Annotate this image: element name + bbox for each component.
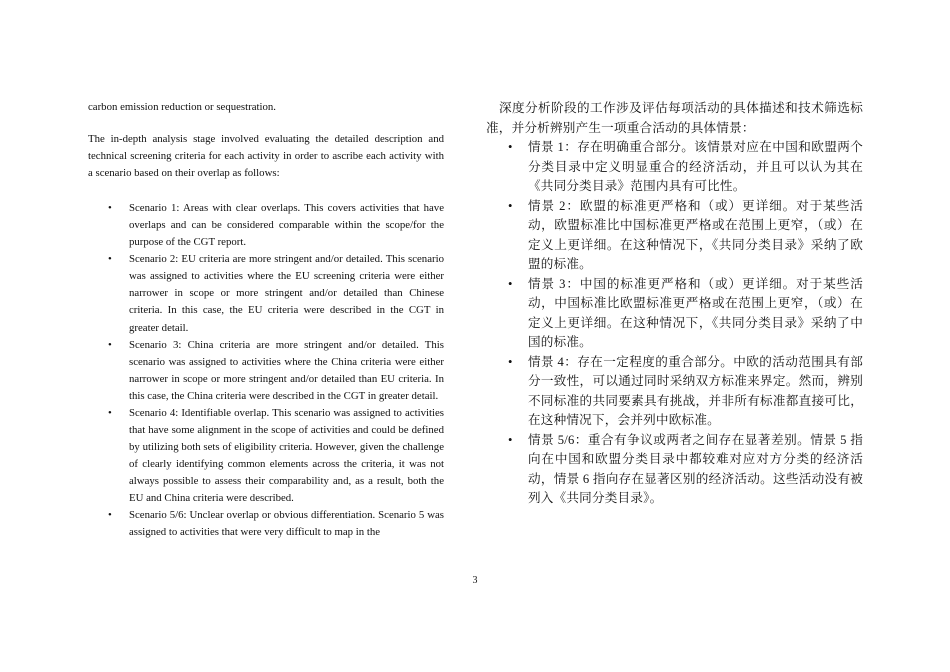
bullet-icon: •: [508, 276, 513, 291]
lead-text: carbon emission reduction or sequestration.: [88, 101, 276, 113]
bullet-icon: •: [508, 432, 513, 447]
list-item-text: Scenario 3: China criteria are more stringent and/or detailed. This scenario was assigned to activities where the China criteria were either narrower in scope or more stringent and/or detailed than EU criteria. In this case, the China criteria were described in the CGT in greater detail.: [129, 338, 444, 402]
bullet-icon: •: [508, 198, 513, 213]
list-item-text: 情景 4：存在一定程度的重合部分。中欧的活动范围具有部分一致性，可以通过同时采纳双方标准来界定。然而，辨别不同标准的共同要素具有挑战，并非所有标准都直接可比，在这种情况下，会并列中欧标准。: [528, 354, 863, 427]
chinese-column: [486, 99, 863, 509]
list-item: [508, 431, 863, 509]
bullet-icon: •: [108, 406, 112, 419]
list-item: [508, 197, 863, 275]
bullet-icon: •: [108, 509, 112, 522]
list-item-text: Scenario 2: EU criteria are more stringent and/or detailed. This scenario was assigned to activities where the EU screening criteria were either narrower in scope or more stringent and/or detailed than Chinese criteria. In this case, the EU criteria were described in the CGT in greater detail.: [129, 253, 444, 334]
list-item-text: 情景 5/6：重合有争议或两者之间存在显著差别。情景 5 指向在中国和欧盟分类目录中都较难对应对方分类的经济活动，情景 6 指向存在显著区别的经济活动。这些活动没有被列入《共同分类目录》。: [528, 432, 863, 505]
list-item: [108, 405, 444, 507]
list-item-text: Scenario 5/6: Unclear overlap or obvious differentiation. Scenario 5 was assigned to activities that were very difficult to map in the: [129, 509, 444, 539]
intro-paragraph-zh: 深度分析阶段的工作涉及评估每项活动的具体描述和技术筛选标准，并分析辨别产生一项重合活动的具体情景：: [486, 101, 863, 135]
list-item-text: Scenario 1: Areas with clear overlaps. This covers activities that have overlaps and can be considered comparable within the scope/for the purpose of the CGT report.: [129, 202, 444, 249]
bullet-icon: •: [108, 338, 112, 351]
list-item-text: 情景 2：欧盟的标准更严格和（或）更详细。对于某些活动，欧盟标准比中国标准更严格或在范围上更窄，（或）在定义上更详细。在这种情况下，《共同分类目录》采纳了欧盟的标准。: [528, 198, 863, 271]
list-item-text: 情景 1：存在明确重合部分。该情景对应在中国和欧盟两个分类目录中定义明显重合的经济活动，并且可以认为其在《共同分类目录》范围内具有可比性。: [528, 140, 863, 193]
intro-paragraph: The in-depth analysis stage involved evaluating the detailed description and technical screening criteria for each activity in order to ascribe each activity with a scenario based on their overlap as follows:: [88, 133, 444, 180]
list-item: [108, 337, 444, 405]
scenario-list: [88, 200, 444, 541]
page-number: 3: [472, 575, 478, 586]
scenario-list-zh: [486, 138, 863, 509]
list-item: [108, 251, 444, 336]
list-item: [108, 507, 444, 541]
list-item: [508, 138, 863, 197]
bullet-icon: •: [508, 140, 513, 154]
bullet-icon: •: [108, 202, 112, 215]
list-item: [108, 200, 444, 251]
english-column: [88, 99, 444, 541]
list-item-text: Scenario 4: Identifiable overlap. This scenario was assigned to activities that have some alignment in the scope of activities and could be defined by utilizing both sets of eligibility criteria. However, given the challenge of clearly identifying common elements across the criteria, it was not always possible to assess their comparability and, as a result, both the EU and China criteria were described.: [129, 406, 444, 504]
bullet-icon: •: [508, 354, 513, 369]
list-item: [508, 353, 863, 431]
bullet-icon: •: [108, 253, 112, 266]
list-item: [508, 275, 863, 353]
list-item-text: 情景 3：中国的标准更严格和（或）更详细。对于某些活动，中国标准比欧盟标准更严格或在范围上更窄，（或）在定义上更详细。在这种情况下，《共同分类目录》采纳了中国的标准。: [528, 276, 863, 349]
